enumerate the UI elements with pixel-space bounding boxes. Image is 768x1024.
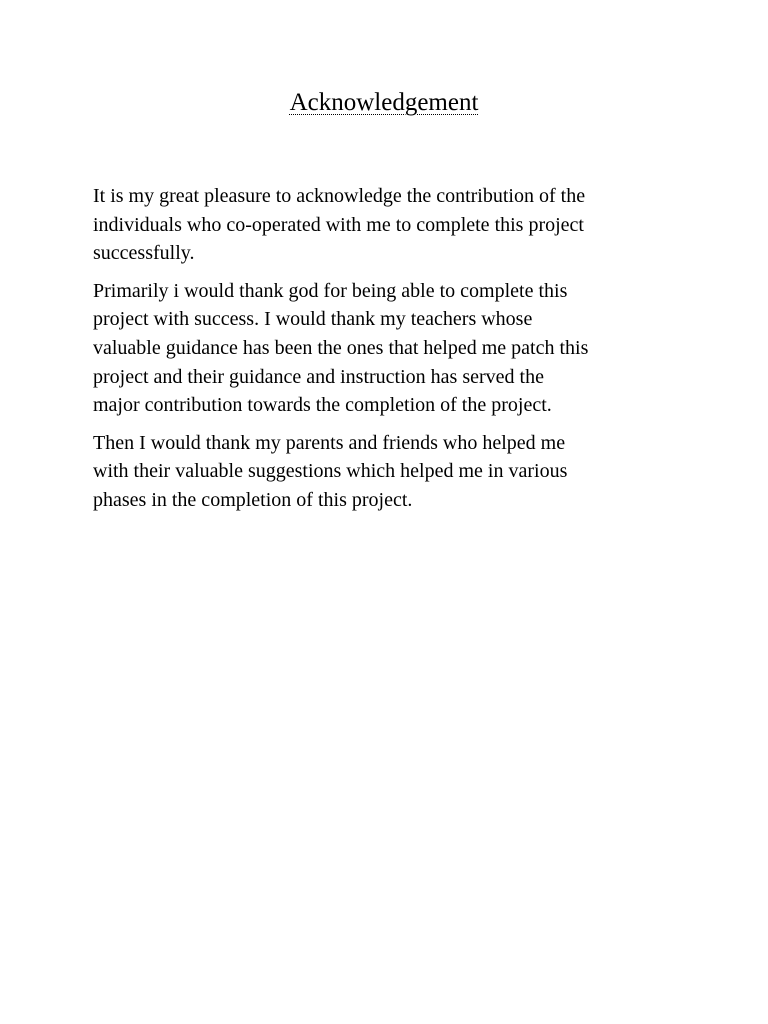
paragraph-teachers: Primarily i would thank god for being able to complete this project with success. I would thank my teachers whose valuable guidance has been the ones that helped me patch this project and their guidance and instruction has served the major contribution towards the completion of the project. xyxy=(93,279,589,417)
document-body xyxy=(93,182,683,524)
title-text: Acknowledgement xyxy=(289,89,479,116)
page-title xyxy=(0,86,768,120)
paragraph-intro: It is my great pleasure to acknowledge the contribution of the individuals who co-operated with me to complete this project successfully. xyxy=(93,185,586,265)
paragraph-parents: Then I would thank my parents and friends who helped me with their valuable suggestions which helped me in various phases in the completion of this project. xyxy=(93,431,568,511)
